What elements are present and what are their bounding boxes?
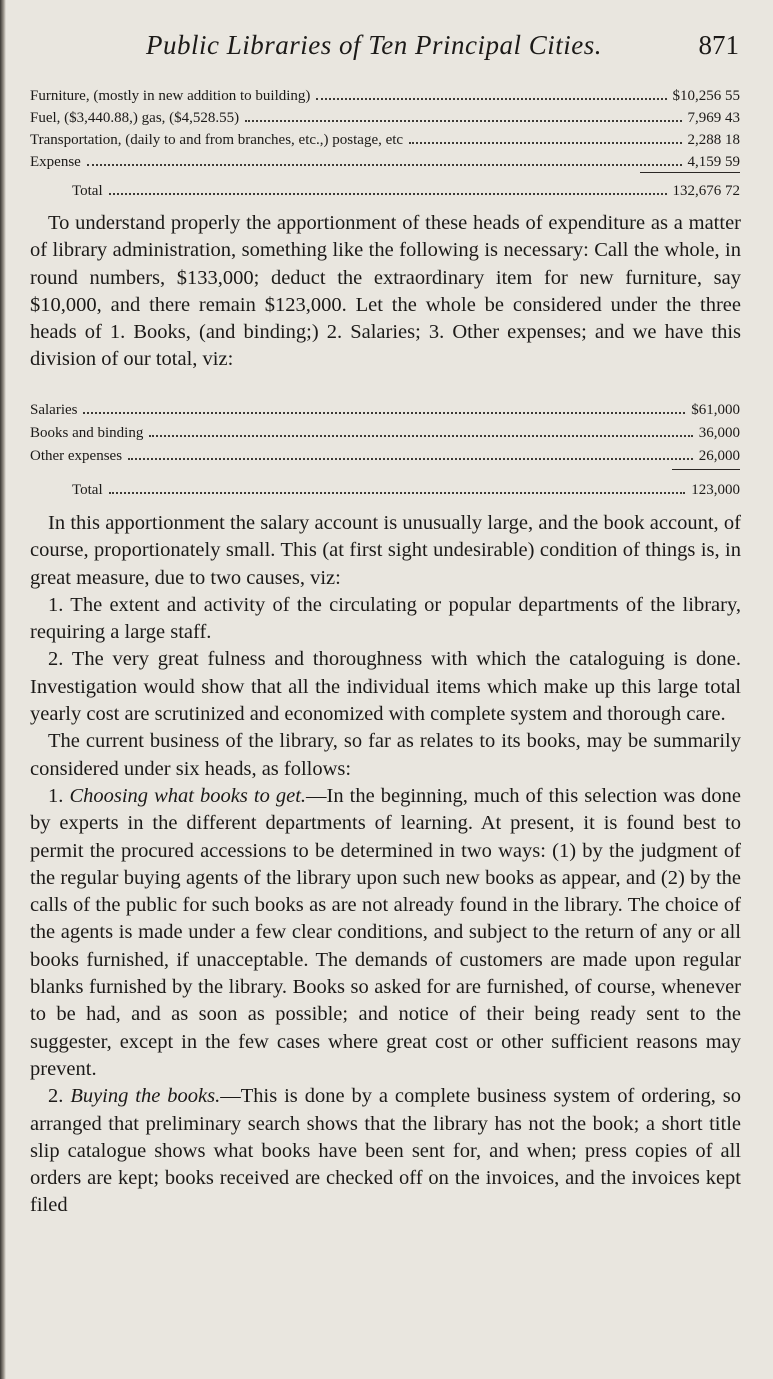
dot-leader bbox=[316, 98, 666, 100]
total-label: Total bbox=[72, 482, 103, 498]
total-label: Total bbox=[72, 183, 103, 199]
dot-leader bbox=[83, 412, 685, 414]
head-two bbox=[30, 1083, 741, 1219]
expense-amount: $10,256 55 bbox=[672, 88, 740, 104]
expense-row-fuel bbox=[30, 108, 740, 128]
paragraph-salary-account: In this apportionment the salary account is unusually large, and the book account, of course, proportionately small. This (at first sight undesirable) condition of things is, in great measure, due to two causes, viz: bbox=[30, 512, 741, 589]
sum-rule bbox=[640, 172, 740, 173]
paragraph-apportionment: To understand properly the apportionment of these heads of expenditure as a matter of library administration, something like the following is necessary: Call the whole, in round numbers, $133,000; deduct the extraordinary item for new furniture, say $10,000, and there remain $123,000. Let the whole be considered under the three heads of 1. Books, (and binding;) 2. Salaries; 3. Other expenses; and we have this division of our total, viz: bbox=[30, 212, 741, 371]
division-row-salaries bbox=[30, 400, 740, 420]
cause-two: 2. The very great fulness and thoroughness with which the cataloguing is done. Investigation would show that all the individual items which make up this large total yearly cost are scrutinized and economized with complete system and thorough care. bbox=[30, 648, 741, 726]
head-two-title: Buying the books. bbox=[70, 1085, 221, 1108]
division-amount: $61,000 bbox=[691, 402, 740, 418]
head-one-number: 1. bbox=[48, 784, 64, 807]
sum-rule bbox=[672, 469, 740, 470]
dot-leader bbox=[87, 164, 682, 166]
dot-leader bbox=[109, 492, 686, 494]
expense-label: Furniture, (mostly in new addition to building) bbox=[30, 88, 311, 104]
total-amount: 123,000 bbox=[691, 482, 740, 498]
dot-leader bbox=[128, 458, 693, 460]
head-one bbox=[30, 783, 741, 1083]
body-text bbox=[30, 510, 741, 1220]
division-row-books bbox=[30, 423, 740, 443]
expense-label: Fuel, ($3,440.88,) gas, ($4,528.55) bbox=[30, 110, 240, 126]
page-number: 871 bbox=[698, 30, 739, 60]
dot-leader bbox=[149, 435, 692, 437]
dot-leader bbox=[109, 193, 667, 195]
head-two-number: 2. bbox=[48, 1085, 64, 1108]
total-amount: 132,676 72 bbox=[672, 183, 740, 199]
head-one-title: Choosing what books to get. bbox=[69, 784, 307, 807]
head-one-text: —In the beginning, much of this selection was done by experts in the different departments of learning. At present, it is found best to permit the procured accessions to be determined in two ways: (1) by the judgment of the regular buying agents of the library upon such new books as appear, and (2) by the calls of the public for such books as are not already found in the library. The choice of the agents is made under a few clear conditions, and subject to the return of any or all books furnished, if unacceptable. The demands of customers are made upon regular blanks furnished by the library. Books so asked for are furnished, of course, whenever to be had, and as soon as possible; and notice of their being ready sent to the suggester, except in the few cases where great cost or other sufficient reasons may prevent. bbox=[30, 784, 741, 1080]
expense-row-furniture bbox=[30, 86, 740, 106]
expense-label: Transportation, (daily to and from branches, etc.,) postage, etc bbox=[30, 132, 404, 148]
division-amount: 36,000 bbox=[698, 425, 740, 441]
expense-amount: 2,288 18 bbox=[687, 132, 740, 148]
dot-leader bbox=[245, 120, 681, 122]
cause-one: 1. The extent and activity of the circulating or popular departments of the library, requiring a large staff. bbox=[30, 593, 741, 644]
paragraph-current-business: The current business of the library, so far as relates to its books, may be summarily considered under six heads, as follows: bbox=[30, 730, 741, 780]
division-label: Books and binding bbox=[30, 425, 144, 441]
expense-row-total bbox=[30, 181, 740, 201]
expense-row-expense bbox=[30, 152, 740, 172]
division-label: Other expenses bbox=[30, 448, 123, 464]
division-row-total bbox=[30, 480, 740, 500]
expense-row-transportation bbox=[30, 130, 740, 150]
running-title: Public Libraries of Ten Principal Cities. bbox=[146, 30, 603, 60]
page-edge bbox=[0, 0, 6, 1379]
division-label: Salaries bbox=[30, 402, 78, 418]
division-row-other bbox=[30, 446, 740, 466]
dot-leader bbox=[409, 142, 681, 144]
expense-amount: 7,969 43 bbox=[687, 110, 740, 126]
expense-amount: 4,159 59 bbox=[687, 154, 740, 170]
division-amount: 26,000 bbox=[698, 448, 740, 464]
expense-label: Expense bbox=[30, 154, 81, 170]
running-header bbox=[28, 30, 743, 70]
head-two-text: —This is done by a complete business system of ordering, so arranged that preliminary search shows that the library has not the book; a short title slip catalogue shows what books have been sent for, and when; press copies of all orders are kept; books received are checked off on the invoices, and the invoices kept filed bbox=[30, 1085, 741, 1217]
